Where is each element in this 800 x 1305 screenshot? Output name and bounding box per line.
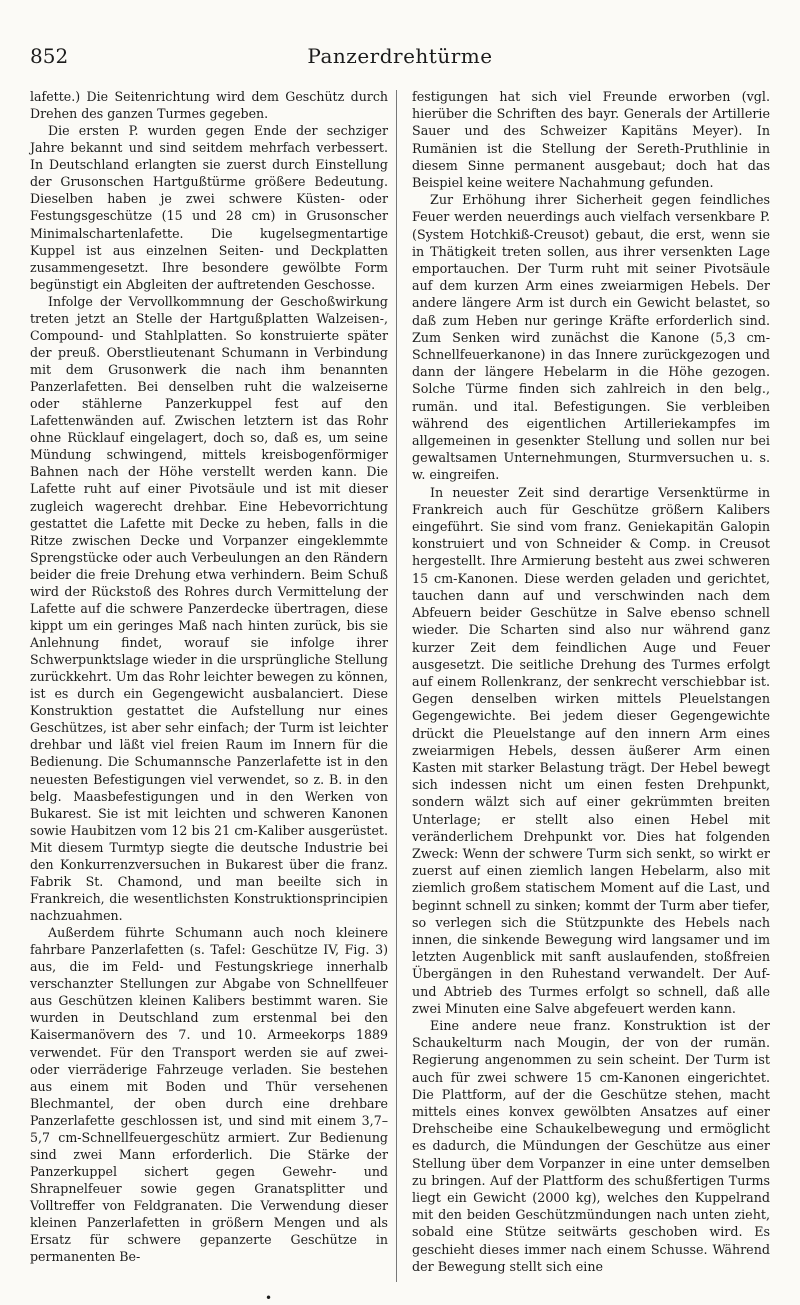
running-title: Panzerdrehtürme	[307, 44, 493, 68]
footer-mark: •	[265, 1291, 273, 1305]
paragraph: Eine andere neue franz. Konstruktion ist der Schaukelturm nach Mougin, der von der rumän. Regierung angenommen zu sein scheint. Der Turm ist auch für zwei schwere 15 cm-Kanonen eingerichtet. Die Plattform, auf der die Geschütze stehen, macht mittels eines konvex gewölbten Ansatzes auf einer Drehscheibe eine Schaukelbewegung und ermöglicht es dadurch, die Mündungen der Geschütze aus einer Stellung über dem Vorpanzer in eine unter demselben zu bringen. Auf der Plattform des schußfertigen Turms liegt ein Gewicht (2000 kg), welches den Kuppelrand mit den beiden Geschützmündungen nach unten zieht, sobald eine Stütze seitwärts geschoben wird. Es geschieht dieses immer nach einem Schusse. Während der Bewegung stellt sich eine	[412, 1017, 770, 1274]
left-column	[30, 88, 388, 1265]
paragraph: festigungen hat sich viel Freunde erworben (vgl. hierüber die Schriften des bayr. Generals der Artillerie Sauer und des Schweizer Kapitäns Meyer). In Rumänien ist die Stellung der Sereth-Pruthlinie in diesem Sinne permanent ausgebaut; doch hat das Beispiel keine weitere Nachahmung gefunden.	[412, 89, 770, 191]
paragraph: Zur Erhöhung ihrer Sicherheit gegen feindliches Feuer werden neuerdings auch vielfach versenkbare P. (System Hotchkiß-Creusot) gebaut, die erst, wenn sie in Thätigkeit treten sollen, aus ihrer versenkten Lage emportauchen. Der Turm ruht mit seiner Pivotsäule auf dem kurzen Arm eines zweiarmigen Hebels. Der andere längere Arm ist durch ein Gewicht belastet, so daß zum Heben nur geringe Kräfte erforderlich sind. Zum Senken wird zunächst die Kanone (5,3 cm-Schnellfeuerkanone) in das Innere zurückgezogen und dann der längere Hebelarm in die Höhe gezogen. Solche Türme finden sich zahlreich in den belg., rumän. und ital. Befestigungen. Sie verbleiben während des eigentlichen Artilleriekampfes im allgemeinen in gesenkter Stellung und sollen nur bei gewaltsamen Unternehmungen, Sturmversuchen u. s. w. eingreifen.	[412, 192, 770, 483]
column-divider	[396, 90, 397, 1282]
paragraph: Außerdem führte Schumann auch noch kleinere fahrbare Panzerlafetten (s. Tafel: Geschütze IV, Fig. 3) aus, die im Feld- und Festungskriege innerhalb verschanzter Stellungen zur Abgabe von Schnellfeuer aus Geschützen kleinen Kalibers bestimmt waren. Sie wurden in Deutschland zum erstenmal bei den Kaisermanövern des 7. und 10. Armeekorps 1889 verwendet. Für den Transport werden sie auf zwei- oder vierräderige Fahrzeuge verladen. Sie bestehen aus einem mit Boden und Thür versehenen Blechmantel, der oben durch eine drehbare Panzerlafette geschlossen ist, und sind mit einem 3,7–5,7 cm-Schnellfeuergeschütz armiert. Zur Bedienung sind zwei Mann erforderlich. Die Stärke der Panzerkuppel sichert gegen Gewehr- und Shrapnelfeuer sowie gegen Granatsplitter und Volltreffer von Feldgranaten. Die Verwendung dieser kleinen Panzerlafetten in größern Mengen und als Ersatz für schwere gepanzerte Geschütze in permanenten Be-	[30, 925, 388, 1265]
paragraph: lafette.) Die Seitenrichtung wird dem Geschütz durch Drehen des ganzen Turmes gegeben.	[30, 89, 388, 122]
paragraph: Die ersten P. wurden gegen Ende der sechziger Jahre bekannt und sind seitdem mehrfach verbessert. In Deutschland erlangten sie zuerst durch Einstellung der Grusonschen Hartgußtürme größere Bedeutung. Dieselben haben je zwei schwere Küsten- oder Festungsgeschütze (15 und 28 cm) in Grusonscher Minimalschartenlafette. Die kugelsegmentartige Kuppel ist aus einzelnen Seiten- und Deckplatten zusammengesetzt. Ihre besondere gewölbte Form begünstigt ein Abgleiten der auftretenden Geschosse.	[30, 123, 388, 292]
paragraph: Infolge der Vervollkommnung der Geschoßwirkung treten jetzt an Stelle der Hartgußplatten Walzeisen-, Compound- und Stahlplatten. So konstruierte später der preuß. Oberstlieutenant Schumann in Verbindung mit dem Grusonwerk die nach ihm benannten Panzerlafetten. Bei denselben ruht die walzeiserne oder stählerne Panzerkuppel fest auf den Lafettenwänden auf. Zwischen letztern ist das Rohr ohne Rücklauf eingelagert, doch so, daß es, um seine Mündung schwingend, mittels kreisbogenförmiger Bahnen nach der Höhe verstellt werden kann. Die Lafette ruht auf einer Pivotsäule und ist mit dieser zugleich wagerecht drehbar. Eine Hebevorrichtung gestattet die Lafette mit Decke zu heben, falls in die Ritze zwischen Decke und Vorpanzer eingeklemmte Sprengstücke oder auch Verbeulungen an den Rändern beider die freie Drehung etwa verhindern. Beim Schuß wird der Rückstoß des Rohres durch Vermittelung der Lafette auf die schwere Panzerdecke übertragen, diese kippt um ein geringes Maß nach hinten zurück, bis sie Anlehnung findet, worauf sie infolge ihrer Schwerpunktslage wieder in die ursprüngliche Stellung zurückkehrt. Um das Rohr leichter bewegen zu können, ist es durch ein Gegengewicht ausbalanciert. Diese Konstruktion gestattet die Aufstellung nur eines Geschützes, ist aber sehr einfach; der Turm ist leichter drehbar und läßt viel freien Raum im Innern für die Bedienung. Die Schumannsche Panzerlafette ist in den neuesten Befestigungen viel verwendet, so z. B. in den belg. Maasbefestigungen und in den Werken von Bukarest. Sie ist mit leichten und schweren Kanonen sowie Haubitzen vom 12 bis 21 cm-Kaliber ausgerüstet. Mit diesem Turmtyp siegte die deutsche Industrie bei den Konkurrenzversuchen in Bukarest über die franz. Fabrik St. Chamond, und man beeilte sich in Frankreich, die wesentlichsten Konstruktionsprincipien nachzuahmen.	[30, 293, 388, 923]
page-number: 852	[30, 44, 69, 68]
page-header	[30, 40, 770, 80]
paragraph: In neuester Zeit sind derartige Versenktürme in Frankreich auch für Geschütze größern Kalibers eingeführt. Sie sind vom franz. Geniekapitän Galopin konstruiert und von Schneider & Comp. in Creusot hergestellt. Ihre Armierung besteht aus zwei schweren 15 cm-Kanonen. Diese werden geladen und gerichtet, tauchen dann auf und verschwinden nach dem Abfeuern beider Geschütze in Salve ebenso schnell wieder. Die Scharten sind also nur während ganz kurzer Zeit dem feindlichen Auge und Feuer ausgesetzt. Die seitliche Drehung des Turmes erfolgt auf einem Rollenkranz, der senkrecht verschiebbar ist. Gegen denselben wirken mittels Pleuelstangen Gegengewichte. Bei jedem dieser Gegengewichte drückt die Pleuelstange auf den innern Arm eines zweiarmigen Hebels, dessen äußerer Arm einen Kasten mit starker Belastung trägt. Der Hebel bewegt sich indessen nicht um einen festen Drehpunkt, sondern wälzt sich auf einer gekrümmten breiten Unterlage; er stellt also einen Hebel mit veränderlichem Drehpunkt vor. Dies hat folgenden Zweck: Wenn der schwere Turm sich senkt, so wirkt er zuerst auf einen ziemlich langen Hebelarm, also mit ziemlich großem statischem Moment auf die Last, und beginnt schnell zu sinken; kommt der Turm aber tiefer, so verlegen sich die Stützpunkte des Hebels nach innen, die sinkende Bewegung wird langsamer und im letzten Augenblick mit sanft auslaufenden, stoßfreien Übergängen in den Ruhestand verwandelt. Der Auf- und Abtrieb des Turmes erfolgt so schnell, daß alle zwei Minuten eine Salve abgefeuert werden kann.	[412, 484, 770, 1016]
right-column	[412, 88, 770, 1275]
